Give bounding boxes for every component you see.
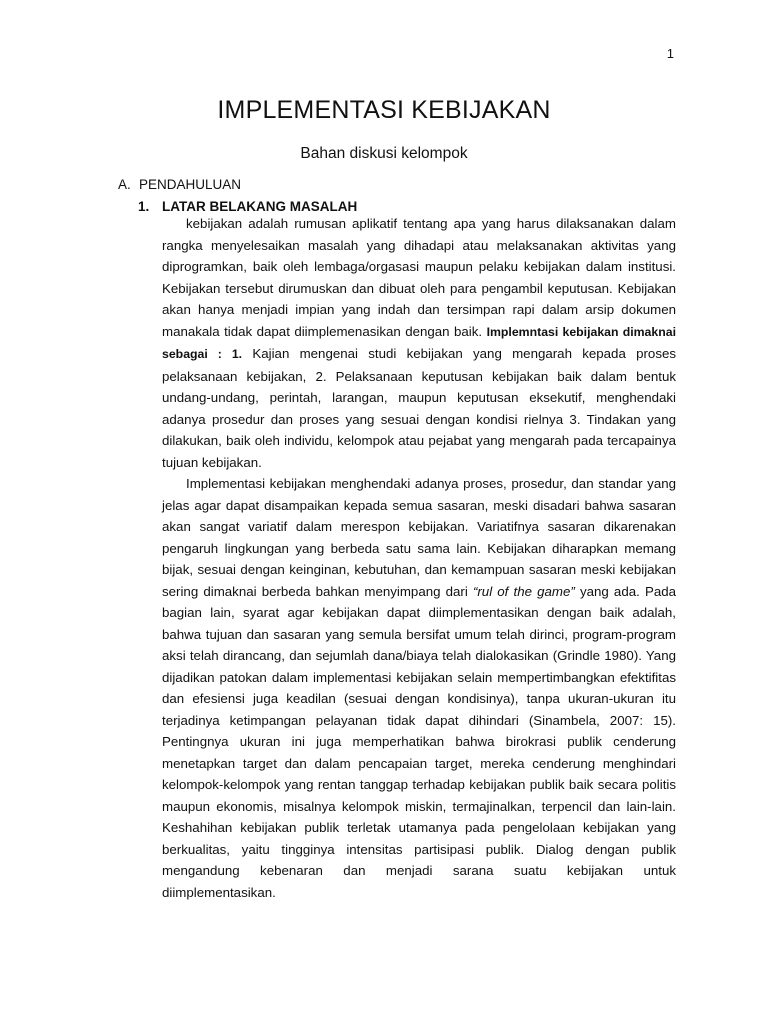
- paragraph-2-text-b: yang ada. Pada bagian lain, syarat agar kebijakan dapat diimplementasikan dengan baik adalah, bahwa tujuan dan sasaran yang semula bersifat umum telah dirinci, program-program aksi telah dirancang, dan sejumlah dana/biaya telah dialokasikan (Grindle 1980). Yang dijadikan patokan dalam implementasi kebijakan selain mempertimbangkan efektifitas dan efesiensi juga keadilan (sesuai dengan kondisinya), tanpa ukuran-ukuran itu terjadinya ketimpangan pelayanan tidak dapat dihindari (Sinambela, 2007: 15). Pentingnya ukuran ini juga memperhatikan bahwa birokrasi publik cenderung menetapkan target dan dalam pencapaian target, mereka cenderung menghindari kelompok-kelompok yang rentan tanggap terhadap kebijakan publik baik secara politis maupun ekonomis, misalnya kelompok miskin, termajinalkan, terpencil dan lain-lain. Keshahihan kebijakan publik terletak utamanya pada pengelolaan kebijakan yang berkualitas, yaitu tingginya intensitas partisipasi publik. Dialog dengan publik mengandung kebenaran dan menjadi sarana suatu kebijakan untuk diimplementasikan.: [162, 583, 676, 900]
- paragraph-2-text-a: Implementasi kebijakan menghendaki adanya proses, prosedur, dan standar yang jelas agar dapat disampaikan kepada semua sasaran, meski disadari bahwa sasaran akan sangat variatif dalam merespon kebijakan. Variatifnya sasaran dikarenakan pengaruh lingkungan yang berbeda satu sama lain. Kebijakan diharapkan memang bijak, sesuai dengan keinginan, kebutuhan, dan kemampuan sasaran meski kebijakan sering dimaknai berbeda bahkan menyimpang dari: [162, 476, 676, 599]
- body-text: [162, 213, 676, 903]
- paragraph-1-text-b: Kajian mengenai studi kebijakan yang mengarah kepada proses pelaksanaan kebijakan, 2. Pelaksanaan keputusan kebijakan baik dalam bentuk undang-undang, perintah, larangan, maupun keputusan eksekutif, menghendaki adanya prosedur dan proses yang sesuai dengan kondisi rielnya 3. Tindakan yang dilakukan, baik oleh individu, kelompok atau pejabat yang mengarah pada tercapainya tujuan kebijakan.: [162, 346, 677, 470]
- paragraph-2: [162, 473, 676, 903]
- subsection-label: LATAR BELAKANG MASALAH: [162, 199, 358, 214]
- section-letter: A.: [118, 177, 131, 192]
- section-label: PENDAHULUAN: [139, 177, 242, 192]
- paragraph-1-text-a: kebijakan adalah rumusan aplikatif tentang apa yang harus dilaksanakan dalam rangka menyelesaikan masalah yang dihadapi atau melaksanakan aktivitas yang diprogramkan, baik oleh lembaga/orgasasi maupun pelaku kebijakan dalam institusi. Kebijakan tersebut dirumuskan dan dibuat oleh para pengambil keputusan. Kebijakan akan hanya menjadi impian yang indah dan tersimpan rapi dalam arsip dokumen manakala tidak dapat diimplemenasikan dengan baik.: [162, 216, 676, 339]
- document-title: IMPLEMENTASI KEBIJAKAN: [217, 96, 551, 124]
- paragraph-1: [162, 213, 676, 473]
- page-number: 1: [666, 46, 674, 61]
- document-subtitle: Bahan diskusi kelompok: [300, 145, 468, 162]
- paragraph-2-italic-phrase: “rul of the game”: [472, 583, 575, 599]
- paragraph-1-bold-phrase: Implemntasi kebijakan dimaknai sebagai : 1.: [162, 324, 676, 361]
- section-heading: [118, 176, 241, 194]
- subsection-number: 1.: [138, 199, 150, 214]
